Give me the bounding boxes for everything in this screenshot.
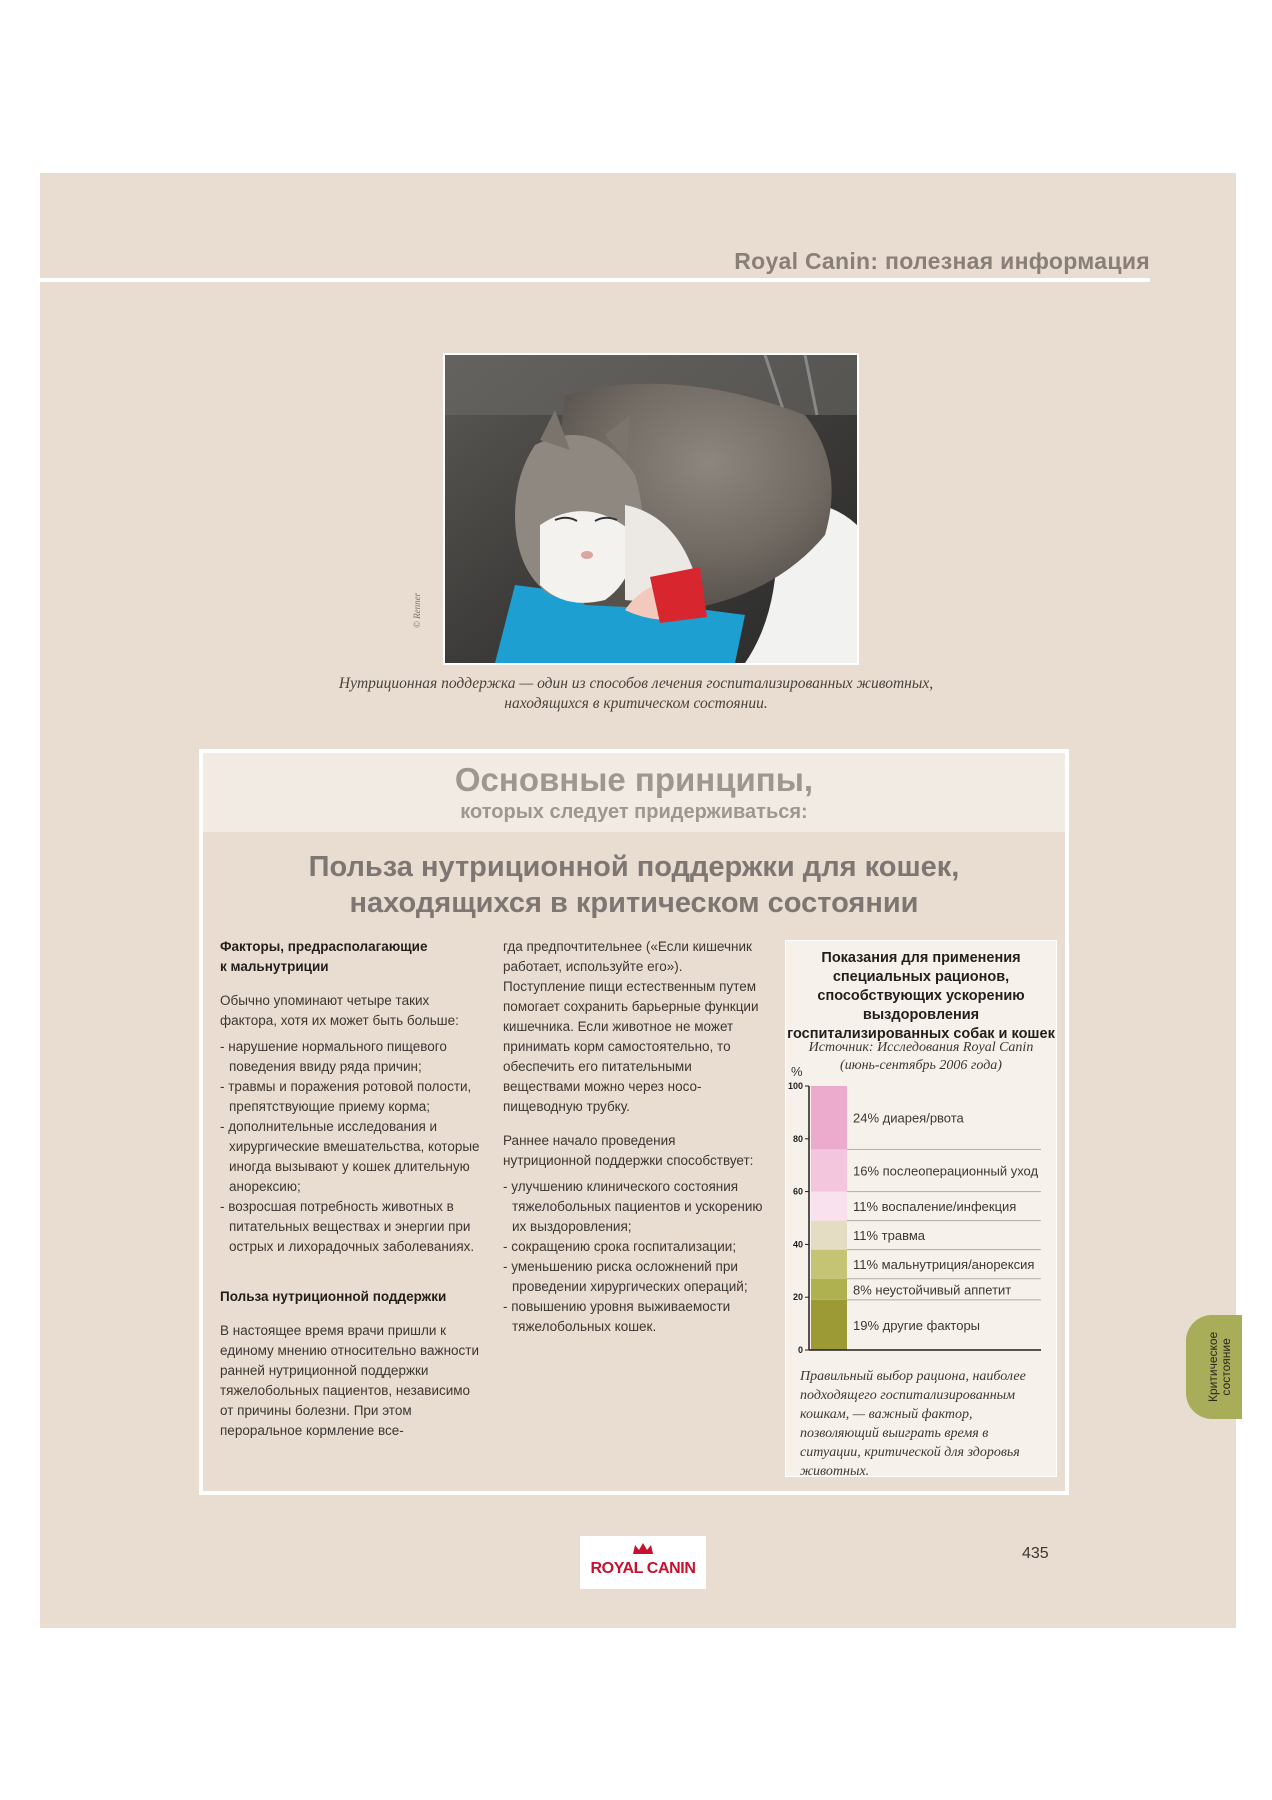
y-tick-label: 100 — [787, 1081, 803, 1091]
paragraph: Раннее начало проведения нутриционной поддержки способствует: — [503, 1133, 754, 1168]
benefits-paragraph: В настоящее время врачи пришли к единому мнению относительно важности ранней нутриционной поддержки тяжелобольных пациентов, независимо от причины болезни. При этом пероральное кормление все- — [220, 1323, 480, 1438]
factors-list — [220, 1037, 485, 1257]
bar-segment — [811, 1086, 847, 1149]
y-tick-label: 40 — [792, 1239, 803, 1250]
paragraph: гда предпочтительнее («Если кишечник работает, используйте его»). Поступление пищи естественным путем помогает сохранить барьерные функции кишечника. Если животное не может принимать корм самостоятельно, то обеспечить его питательными веществами можно через носо-пищеводную трубку. — [503, 939, 759, 1114]
subheading-factors: Факторы, предрасполагающие к мальнутриции — [220, 939, 428, 974]
segment-label: 16% послеоперационный уход — [853, 1163, 1039, 1179]
segment-label: 19% другие факторы — [853, 1317, 981, 1333]
photo-caption: Нутриционная поддержка — один из способов лечения госпитализированных животных, находящихся в критическом состоянии. — [338, 675, 934, 712]
bar-segment — [811, 1192, 847, 1221]
header-rule — [40, 278, 1150, 282]
segment-label: 11% воспаление/инфекция — [853, 1199, 1017, 1215]
running-header: Royal Canin: полезная информация — [734, 248, 1150, 274]
intro-paragraph: Обычно упоминают четыре таких фактора, хотя их может быть больше: — [220, 993, 459, 1028]
y-tick-label: 60 — [792, 1186, 803, 1197]
logo-text: ROYAL CANIN — [590, 1560, 696, 1577]
box-subheading: которых следует придерживаться: — [460, 801, 808, 823]
y-axis-label: % — [791, 1064, 803, 1079]
bar-segment — [811, 1300, 847, 1350]
subheading-benefits: Польза нутриционной поддержки — [220, 1289, 447, 1304]
box-header — [203, 753, 1065, 832]
sidebar-caption: Правильный выбор рациона, наиболее подходящего госпитализированным кошкам, — важный фактор, позволяющий выиграть время в ситуации, критической для здоровья животных. — [800, 1369, 1026, 1479]
section-tab-label: Критическое состояние — [1206, 1331, 1233, 1402]
royal-canin-logo — [580, 1536, 706, 1589]
page-number: 435 — [1022, 1545, 1049, 1562]
photo-copyright: © Renner — [412, 592, 422, 628]
list-item: - улучшению клинического состояния тяжелобольных пациентов и ускорению их выздоровления; — [503, 1177, 767, 1237]
list-item: - повышению уровня выживаемости тяжелобольных кошек. — [503, 1297, 767, 1337]
text-column-2 — [503, 937, 767, 1337]
article-title: Польза нутриционной поддержки для кошек, находящихся в критическом состоянии — [308, 851, 960, 919]
segment-label: 11% мальнутриция/анорексия — [853, 1257, 1035, 1273]
bar-segment — [811, 1221, 847, 1250]
list-item: - уменьшению риска осложнений при проведении хирургических операций; — [503, 1257, 767, 1297]
bar-segment — [811, 1279, 847, 1300]
y-tick-label: 80 — [792, 1133, 803, 1144]
list-item: - возросшая потребность животных в питательных веществах и энергии при острых и лихорадочных заболеваниях. — [220, 1197, 485, 1257]
segment-label: 24% диарея/рвота — [853, 1110, 964, 1126]
bar-segment — [811, 1250, 847, 1279]
text-column-1 — [220, 937, 485, 1441]
y-tick-label: 0 — [797, 1345, 803, 1355]
list-item: - сокращению срока госпитализации; — [503, 1237, 767, 1257]
benefits-list — [503, 1177, 767, 1337]
list-item: - дополнительные исследования и хирургические вмешательства, которые иногда вызывают у кошек длительную анорексию; — [220, 1117, 485, 1197]
list-item: - нарушение нормального пищевого поведения ввиду ряда причин; — [220, 1037, 485, 1077]
indications-chart — [785, 1050, 1057, 1360]
bar-segment — [811, 1149, 847, 1191]
y-tick-label: 20 — [792, 1292, 803, 1303]
segment-label: 8% неустойчивый аппетит — [853, 1282, 1012, 1298]
sidebar-source: Источник: Исследования Royal Canin (июнь-сентябрь 2006 года) — [808, 1040, 1034, 1073]
sidebar-title: Показания для применения специальных рационов, способствующих ускорению выздоровления госпитализированных собак и кошек — [787, 950, 1055, 1042]
list-item: - травмы и поражения ротовой полости, препятствующие приему корма; — [220, 1077, 485, 1117]
segment-label: 11% травма — [853, 1228, 926, 1244]
cat-photo — [443, 353, 859, 665]
crown-icon — [632, 1542, 654, 1556]
box-heading: Основные принципы, — [454, 761, 814, 798]
